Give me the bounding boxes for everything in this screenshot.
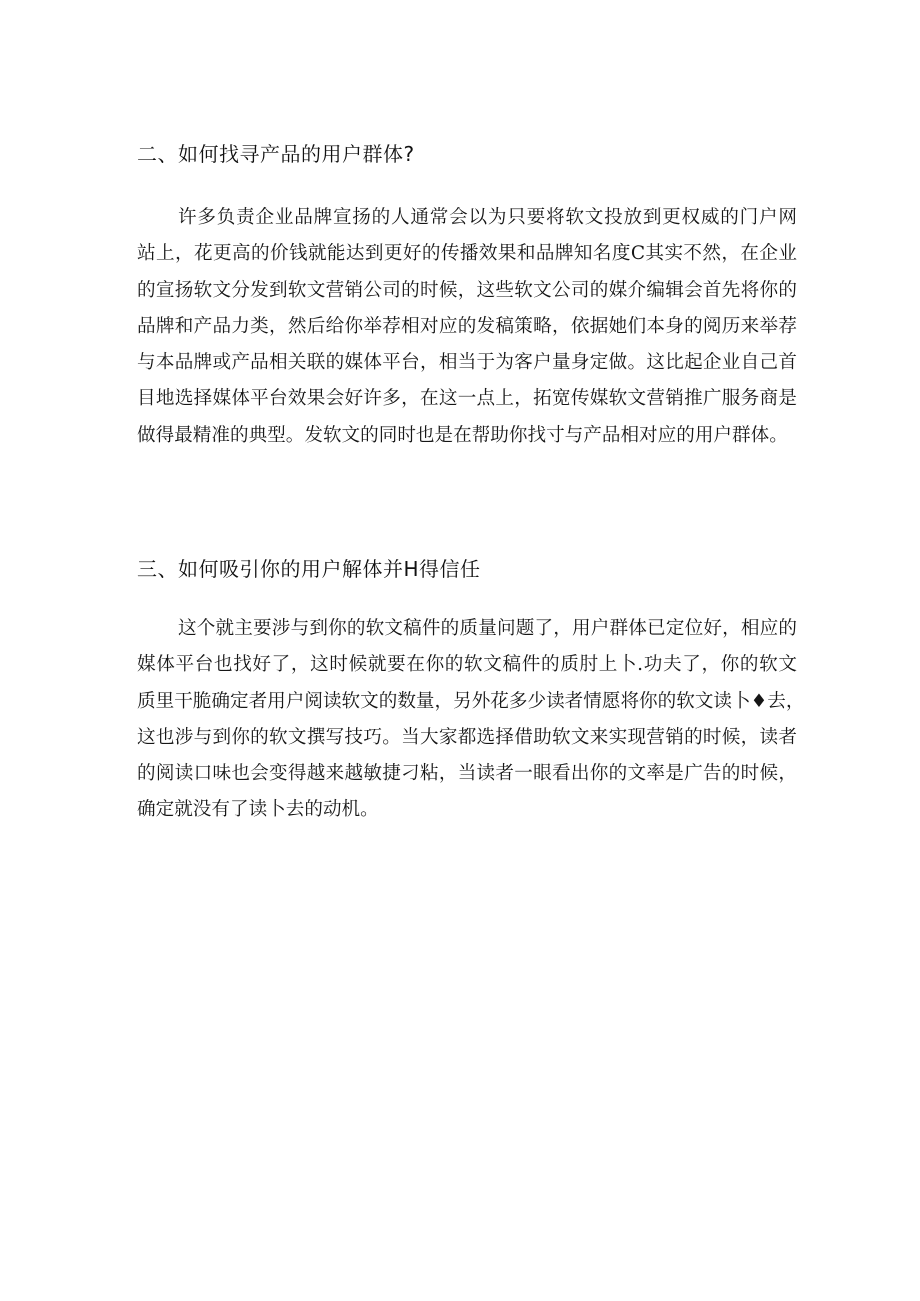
paragraph-line: 这个就主要涉与到你的软文稿件的质量问题了，用户群体已定位好，相应的 bbox=[178, 618, 797, 639]
paragraph-line: 的阅读口味也会变得越来越敏捷刁粘，当读者一眼看出你的文率是广告的时候， bbox=[137, 763, 797, 785]
paragraph-line: 的宣扬软文分发到软文营销公司的时候，这些软文公司的媒介编辑会首先将你的 bbox=[137, 279, 797, 301]
paragraph-line: 与本品牌或产品相关联的媒体平台，相当于为客户量身定做。这比起企业自己首 bbox=[137, 352, 797, 374]
section-heading-2: 二、如何找寻产品的用户群体? bbox=[137, 142, 415, 166]
paragraph-line: 做得最精准的典型。发软文的同时也是在帮助你找寸与产品相对应的用户群体。 bbox=[137, 424, 788, 446]
section-heading-3: 三、如何吸引你的用户解体并H得信任 bbox=[137, 557, 481, 581]
paragraph-line: 确定就没有了读卜去的动机。 bbox=[137, 799, 379, 821]
paragraph-line: 品牌和产品力类，然后给你举荐相对应的发稿策略，依据她们本身的阅历来举荐 bbox=[137, 315, 797, 337]
paragraph-line: 这也涉与到你的软文撰写技巧。当大家都选择借助软文来实现营销的时候，读者 bbox=[137, 726, 797, 748]
section-3-paragraph bbox=[137, 611, 805, 829]
paragraph-line: 站上，花更高的价钱就能达到更好的传播效果和品牌知名度C其实不然，在企业 bbox=[137, 243, 797, 265]
paragraph-line: 媒体平台也找好了，这时候就要在你的软文稿件的质肘上卜.功夫了，你的软文 bbox=[137, 654, 797, 676]
paragraph-line: 质里干脆确定者用户阅读软文的数量，另外花多少读者情愿将你的软文读卜♦去， bbox=[137, 690, 805, 712]
section-2-paragraph bbox=[137, 200, 797, 454]
paragraph-line: 目地选择媒体平台效果会好许多，在这一点上，拓宽传媒软文营销推广服务商是 bbox=[137, 388, 797, 410]
paragraph-line: 许多负责企业品牌宣扬的人通常会以为只要将软文投放到更权威的门户网 bbox=[178, 207, 797, 228]
